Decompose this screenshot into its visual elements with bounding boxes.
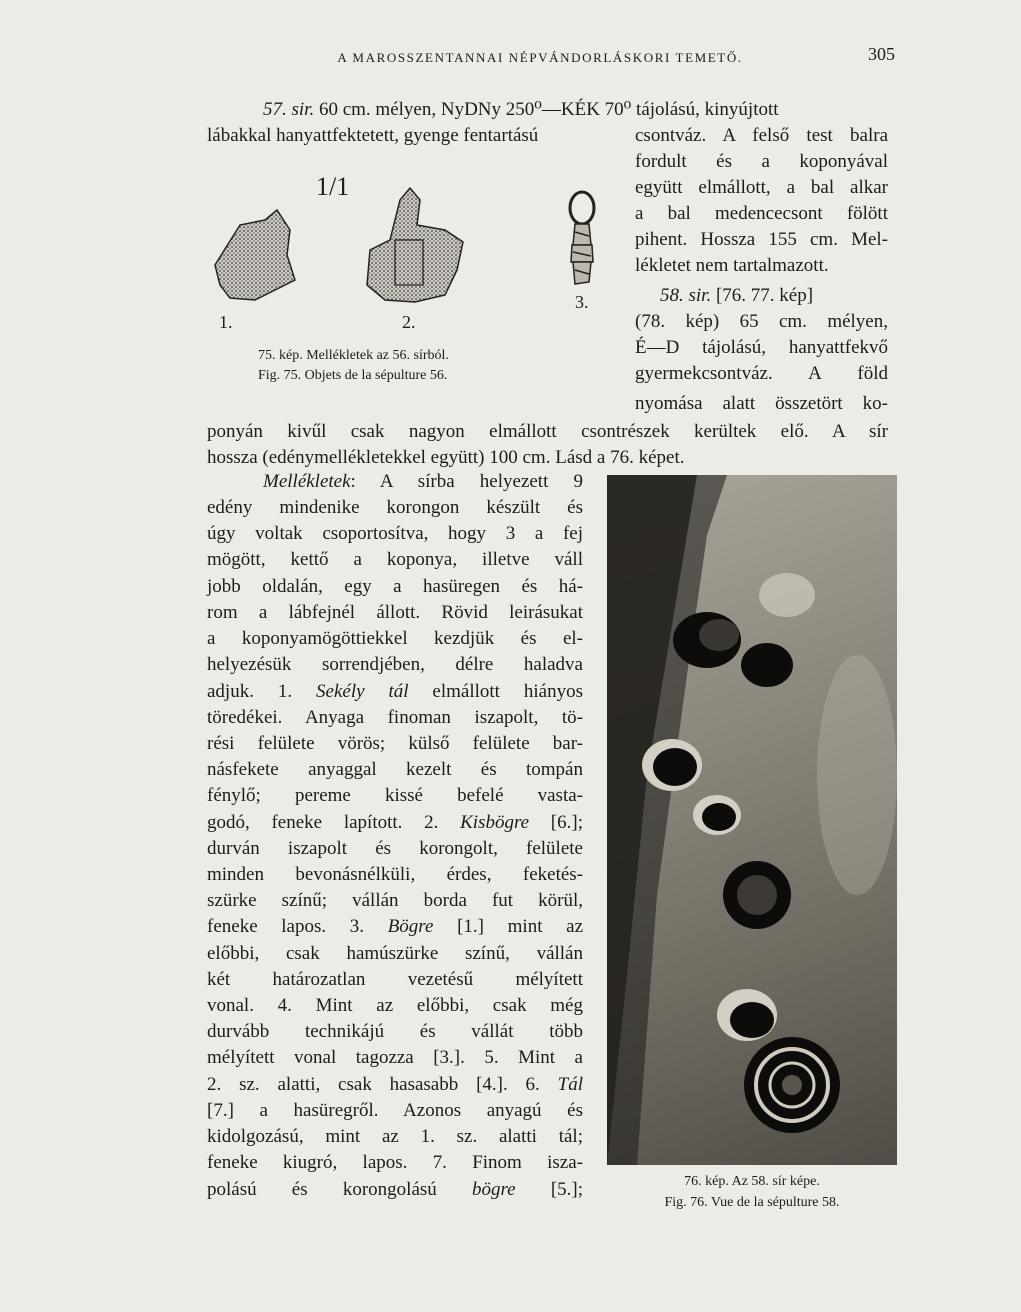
- body-line: [207, 653, 583, 677]
- body-line: [207, 1178, 583, 1202]
- figure76-caption-fr: Fig. 76. Vue de la sépulture 58.: [664, 1195, 840, 1210]
- body-text-segment: adjuk. 1.: [207, 681, 317, 702]
- body-text-segment: helyezésük sorrendjében, délre haladva: [207, 654, 583, 675]
- body-text-segment: feneke lapos. 3.: [207, 916, 388, 937]
- body-text-segment: úgy voltak csoportosítva, hogy 3 a fej: [207, 523, 583, 544]
- body-text-segment: a koponyamögöttiekkel kezdjük és el-: [207, 628, 583, 649]
- grave57-label: 57. sir.: [263, 99, 315, 120]
- body-text-segment: [5.];: [515, 1179, 583, 1200]
- grave-photo: [607, 475, 897, 1165]
- italic-term: Sekély tál: [316, 681, 409, 702]
- body-line: [207, 496, 583, 520]
- body-line: [207, 1151, 583, 1175]
- body-text-segment: rom a lábfejnél állott. Rövid leirásukat: [207, 602, 583, 623]
- body-line: [207, 627, 583, 651]
- body-text-segment: fénylő; pereme kissé befelé vasta-: [207, 785, 583, 806]
- body-text-segment: két határozatlan vezetésű mélyített: [207, 969, 583, 990]
- figure75-caption-hu: 75. kép. Mellékletek az 56. sírból.: [258, 348, 449, 363]
- body-text-segment: minden bevonásnélküli, érdes, feketés-: [207, 864, 583, 885]
- italic-term: Tál: [557, 1074, 583, 1095]
- vessel-1: [673, 612, 741, 668]
- grave57-text-0: 60 cm. mélyen, NyDNy 250⁰—KÉK 70⁰ tájolású, kinyújtott: [314, 99, 779, 120]
- body-text-segment: : A sírba helyezett 9: [350, 471, 583, 492]
- body-line: [207, 863, 583, 887]
- figure75-number-2: 2.: [402, 312, 416, 332]
- body-text-segment: durvább technikájú és vállát több: [207, 1021, 583, 1042]
- body-line: [207, 732, 583, 756]
- figure75-caption-fr: Fig. 75. Objets de la sépulture 56.: [258, 368, 448, 383]
- body-line: [207, 1099, 583, 1123]
- grave58-text-0: [76. 77. kép]: [711, 285, 814, 306]
- body-line: [207, 1046, 583, 1070]
- body-line: [207, 994, 583, 1018]
- body-text-segment: feneke kiugró, lapos. 7. Finom isza-: [207, 1152, 583, 1173]
- italic-term: bögre: [471, 1179, 516, 1200]
- body-text-segment: godó, feneke lapított. 2.: [207, 812, 461, 833]
- body-line: [207, 837, 583, 861]
- body-text-segment: polású és korongolású: [207, 1179, 472, 1200]
- grave58-label: 58. sir.: [660, 285, 712, 306]
- body-line: [263, 470, 583, 494]
- grave57-text-2: csontváz. A felső test balra: [635, 125, 888, 146]
- body-text-segment: mögött, kettő a koponya, illetve váll: [207, 549, 583, 570]
- body-text-segment: kidolgozású, mint az 1. sz. alatti tál;: [207, 1126, 583, 1147]
- grave58-text-3: gyermekcsontváz. A föld: [635, 363, 888, 384]
- grave58-text-2: É—D tájolású, hanyattfekvő: [635, 337, 888, 358]
- figure75-number-3: 3.: [575, 292, 589, 312]
- body-text-segment: elmállott hiányos: [408, 681, 583, 702]
- artefact-1-fragment: [215, 210, 295, 300]
- running-title: A MAROSSZENTANNAI NÉPVÁNDORLÁSKORI TEMETŐ.: [337, 50, 743, 65]
- body-text-segment: [7.] a hasüregről. Azonos anyagú és: [207, 1100, 583, 1121]
- body-line: [207, 706, 583, 730]
- figure75-number-1: 1.: [219, 312, 233, 332]
- vessel-4: [693, 795, 741, 835]
- italic-term: Mellékletek: [263, 471, 351, 492]
- page-number: 305: [868, 44, 895, 64]
- body-text-segment: [6.];: [529, 812, 583, 833]
- grave58-text-4: nyomása alatt összetört ko-: [635, 393, 888, 414]
- body-line: [207, 811, 583, 835]
- body-line: [207, 1073, 583, 1097]
- vessel-6: [717, 989, 777, 1041]
- body-text-segment: edény mindenike korongon készült és: [207, 497, 583, 518]
- body-line: [207, 889, 583, 913]
- body-line: [207, 601, 583, 625]
- body-text-segment: rési felülete vörös; külső felülete bar-: [207, 733, 583, 754]
- figure76-caption-hu: 76. kép. Az 58. sír képe.: [684, 1174, 820, 1189]
- vessel-3: [642, 739, 702, 791]
- body-text-segment: [1.] mint az: [433, 916, 584, 937]
- body-line: [207, 522, 583, 546]
- body-text-segment: vonal. 4. Mint az előbbi, csak még: [207, 995, 583, 1016]
- body-line: [207, 548, 583, 572]
- grave58-line-1: [660, 284, 888, 308]
- body-text-segment: előbbi, csak hamúszürke színű, vállán: [207, 943, 583, 964]
- body-line: [207, 968, 583, 992]
- body-line: [207, 575, 583, 599]
- grave58-text-6: hossza (edénymellékletekkel együtt) 100 cm. Lásd a 76. képet.: [207, 447, 685, 468]
- grave57-text-4: együtt elmállott, a bal alkar: [635, 177, 888, 198]
- vessel-2: [741, 643, 793, 687]
- body-line: [207, 758, 583, 782]
- body-line: [207, 942, 583, 966]
- body-line: [207, 784, 583, 808]
- body-text-segment: durván iszapolt és korongolt, felülete: [207, 838, 583, 859]
- body-line: [207, 1125, 583, 1149]
- vessel-5: [723, 861, 791, 929]
- body-text-segment: násfekete anyaggal kezelt és tompán: [207, 759, 583, 780]
- grave57-text-6: pihent. Hossza 155 cm. Mel-: [635, 229, 888, 250]
- grave58-text-1: (78. kép) 65 cm. mélyen,: [635, 311, 888, 332]
- body-text-segment: töredékei. Anyaga finoman iszapolt, tö-: [207, 707, 583, 728]
- body-text-segment: mélyített vonal tagozza [3.]. 5. Mint a: [207, 1047, 583, 1068]
- body-line: [207, 1020, 583, 1044]
- italic-term: Kisbögre: [460, 812, 530, 833]
- grave57-text-7: lékletet nem tartalmazott.: [635, 255, 829, 276]
- grave57-text-5: a bal medencecsont fölött: [635, 203, 888, 224]
- body-text-segment: jobb oldalán, egy a hasüregen és há-: [207, 576, 583, 597]
- figure75-scale: 1/1: [316, 172, 350, 201]
- artefact-3-ring-pendant: [570, 192, 594, 284]
- figure-76-photo: [607, 475, 897, 1165]
- vessel-7: [744, 1037, 840, 1133]
- grave57-text-1: lábakkal hanyattfektetett, gyenge fentartású: [207, 125, 539, 146]
- body-line: [207, 915, 583, 939]
- body-text-segment: 2. sz. alatti, csak hasasabb [4.]. 6.: [207, 1074, 558, 1095]
- body-line: [207, 680, 583, 704]
- italic-term: Bögre: [387, 916, 434, 937]
- body-text-segment: szürke színű; vállán borda fut körül,: [207, 890, 583, 911]
- grave57-line-1: [263, 98, 888, 122]
- grave58-text-5: ponyán kivűl csak nagyon elmállott csontrészek kerültek elő. A sír: [207, 421, 888, 442]
- grave57-text-3: fordult és a koponyával: [635, 151, 888, 172]
